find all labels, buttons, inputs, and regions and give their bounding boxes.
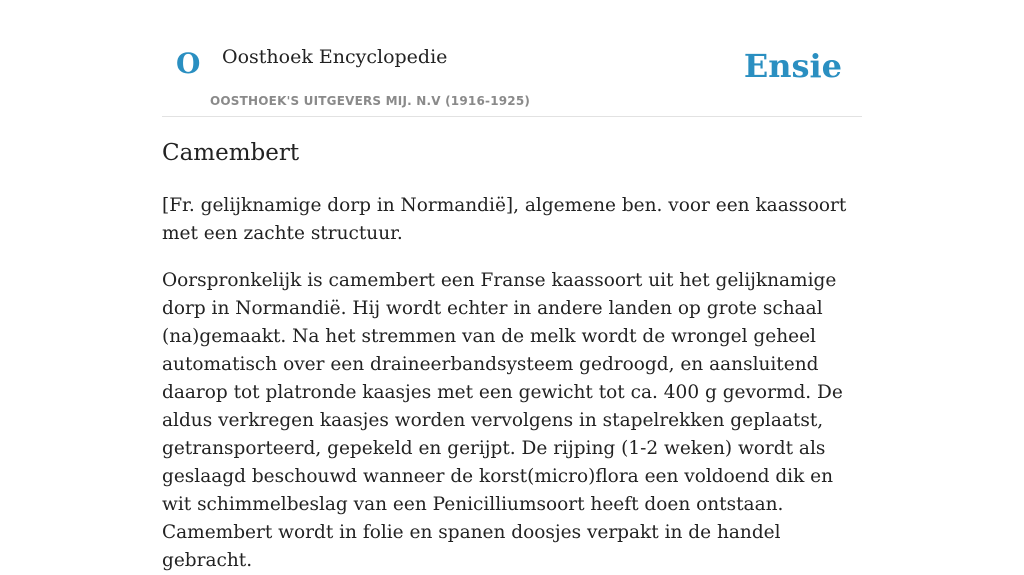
site-header xyxy=(162,0,862,117)
article-paragraph-definition: [Fr. gelijknamige dorp in Normandië], algemene ben. voor een kaassoort met een zachte structuur. xyxy=(162,195,847,244)
ensie-brand-link[interactable]: Ensie xyxy=(743,47,842,85)
article-title: Camembert xyxy=(162,140,300,166)
page xyxy=(162,0,862,571)
oosthoek-logo[interactable]: O xyxy=(176,47,201,80)
encyclopedia-title-link[interactable]: Oosthoek Encyclopedie xyxy=(222,46,448,68)
article-paragraph-body: Oorspronkelijk is camembert een Franse kaassoort uit het gelijknamige dorp in Normandië. Hij wordt echter in andere landen op grote schaal (na)gemaakt. Na het stremmen van de melk wordt de wrongel geheel automatisch over een draineerbandsysteem gedroogd, en aansluitend daarop tot platronde kaasjes met een gewicht tot ca. 400 g gevormd. De aldus verkregen kaasjes worden vervolgens in stapelrekken geplaatst, getransporteerd, gepekeld en gerijpt. De rijping (1-2 weken) wordt als geslaagd beschouwd wanneer de korst(micro)flora een voldoend dik en wit schimmelbeslag van een Penicilliumsoort heeft doen ontstaan. Camembert wordt in folie en spanen doosjes verpakt in de handel gebracht. xyxy=(162,270,843,571)
publisher-subtitle: OOSTHOEK'S UITGEVERS MIJ. N.V (1916-1925) xyxy=(210,94,531,108)
